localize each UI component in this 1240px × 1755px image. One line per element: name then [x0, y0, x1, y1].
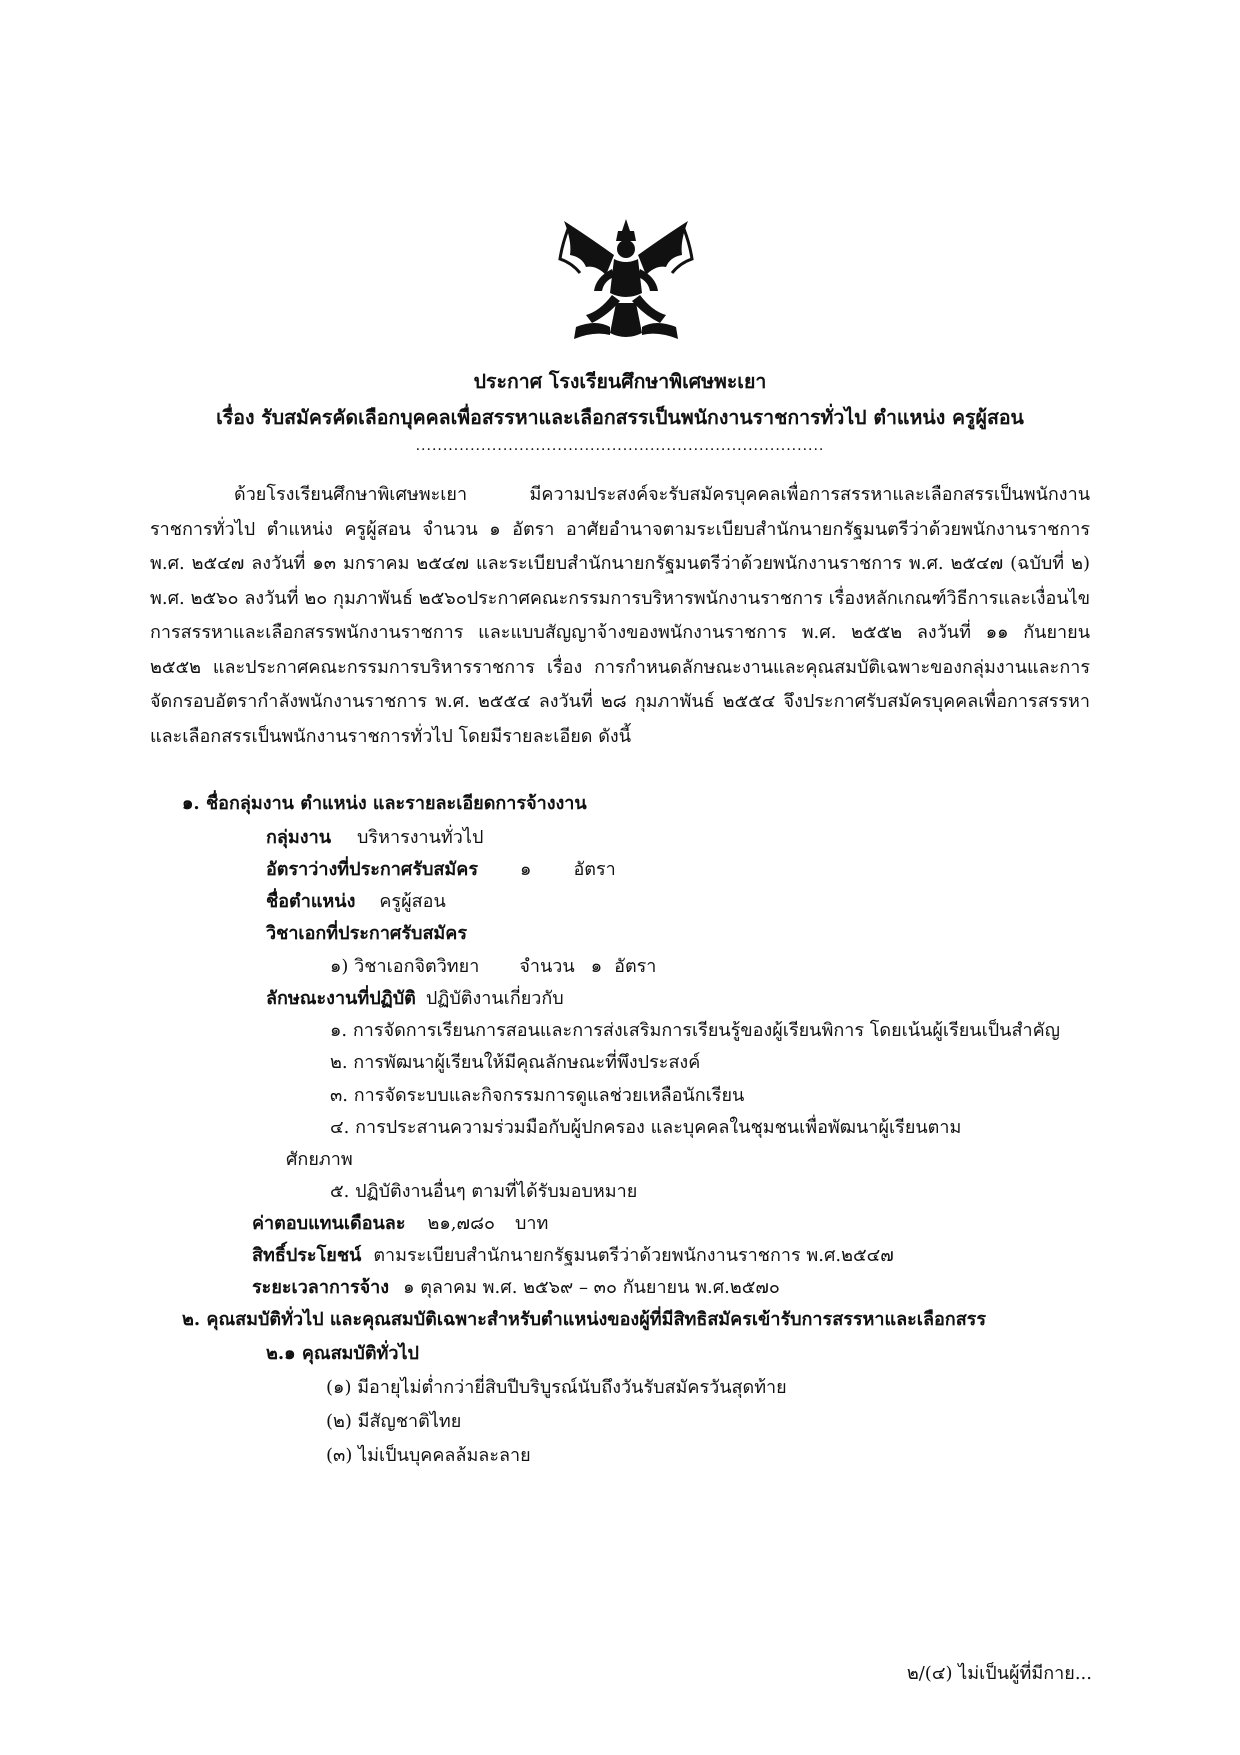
- duty-item: ๑. การจัดการเรียนการสอนและการส่งเสริมการเรียนรู้ของผู้เรียนพิการ โดยเน้นผู้เรียนเป็นสำคัญ: [330, 1020, 1060, 1041]
- vacancy-label: อัตราว่างที่ประกาศรับสมัคร: [266, 859, 478, 880]
- duty-item: ๔. การประสานความร่วมมือกับผู้ปกครอง และบุคคลในชุมชนเพื่อพัฒนาผู้เรียนตาม: [330, 1117, 962, 1138]
- position-value: ครูผู้สอน: [379, 891, 446, 912]
- period-value: ๑ ตุลาคม พ.ศ. ๒๕๖๙ – ๓๐ กันยายน พ.ศ.๒๕๗๐: [403, 1277, 780, 1298]
- intro-paragraph: [150, 478, 1090, 754]
- period-row: [252, 1272, 780, 1301]
- position-row: [266, 886, 446, 915]
- major-count: ๑: [590, 956, 603, 977]
- group-label: กลุ่มงาน: [266, 827, 331, 848]
- duty-item-continued: ศักยภาพ: [286, 1149, 353, 1170]
- qualification-item: (๒) มีสัญชาติไทย: [326, 1411, 462, 1432]
- duties-label: ลักษณะงานที่ปฏิบัติ: [266, 988, 416, 1009]
- group-row: [266, 822, 483, 851]
- intro-text: ด้วยโรงเรียนศึกษาพิเศษพะเยา มีความประสงค์จะรับสมัครบุคคลเพื่อการสรรหาและเลือกสรรเป็นพนักงานราชการทั่วไป ตำแหน่ง ครูผู้สอน จำนวน ๑ อัตรา อาศัยอำนาจตามระเบียบสำนักนายกรัฐมนตรีว่าด้วยพนักงานราชการ พ.ศ. ๒๕๔๗ ลงวันที่ ๑๓ มกราคม ๒๕๔๗ และระเบียบสำนักนายกรัฐมนตรีว่าด้วยพนักงานราชการ พ.ศ. ๒๕๔๗ (ฉบับที่ ๒) พ.ศ. ๒๕๖๐ ลงวันที่ ๒๐ กุมภาพันธ์ ๒๕๖๐ประกาศคณะกรรมการบริหารพนักงานราชการ เรื่องหลักเกณฑ์วิธีการและเงื่อนไขการสรรหาและเลือกสรรพนักงานราชการ และแบบสัญญาจ้างของพนักงานราชการ พ.ศ. ๒๕๕๒ ลงวันที่ ๑๑ กันยายน ๒๕๕๒ และประกาศคณะกรรมการบริหารราชการ เรื่อง การกำหนดลักษณะงานและคุณสมบัติเฉพาะของกลุ่มงานและการจัดกรอบอัตรากำลังพนักงานราชการ พ.ศ. ๒๕๕๔ ลงวันที่ ๒๘ กุมภาพันธ์ ๒๕๕๔ จึงประกาศรับสมัครบุคคลเพื่อการสรรหาและเลือกสรรเป็นพนักงานราชการทั่วไป โดยมีรายละเอียด ดังนี้: [150, 484, 1090, 747]
- major-unit: อัตรา: [614, 956, 657, 977]
- benefit-value: ตามระเบียบสำนักนายกรัฐมนตรีว่าด้วยพนักงานราชการ พ.ศ.๒๕๔๗: [373, 1245, 894, 1266]
- duty-item: ๓. การจัดระบบและกิจกรรมการดูแลช่วยเหลือนักเรียน: [330, 1085, 745, 1106]
- announcement-subject: เรื่อง รับสมัครคัดเลือกบุคคลเพื่อสรรหาและเลือกสรรเป็นพนักงานราชการทั่วไป ตำแหน่ง ครูผู้สอน: [216, 406, 1024, 429]
- major-count-label: จำนวน: [519, 956, 575, 977]
- salary-value: ๒๑,๗๘๐: [427, 1213, 495, 1234]
- vacancy-row: [266, 854, 616, 883]
- duties-row: [266, 983, 564, 1012]
- salary-label: ค่าตอบแทนเดือนละ: [252, 1213, 406, 1234]
- position-label: ชื่อตำแหน่ง: [266, 891, 356, 912]
- section1-heading: ๑. ชื่อกลุ่มงาน ตำแหน่ง และรายละเอียดการจ้างงาน: [182, 793, 587, 814]
- section2-subheading: ๒.๑ คุณสมบัติทั่วไป: [266, 1343, 419, 1364]
- benefit-row: [252, 1240, 894, 1269]
- salary-unit: บาท: [514, 1213, 549, 1234]
- duty-item: ๒. การพัฒนาผู้เรียนให้มีคุณลักษณะที่พึงประสงค์: [330, 1052, 701, 1073]
- major-row: [330, 951, 656, 980]
- major-label: วิชาเอกที่ประกาศรับสมัคร: [266, 923, 468, 944]
- group-value: บริหารงานทั่วไป: [357, 827, 484, 848]
- benefit-label: สิทธิ์ประโยชน์: [252, 1245, 362, 1266]
- major-item: ๑) วิชาเอกจิตวิทยา: [330, 956, 480, 977]
- announcement-title: ประกาศ โรงเรียนศึกษาพิเศษพะเยา: [473, 370, 767, 393]
- period-label: ระยะเวลาการจ้าง: [252, 1277, 390, 1298]
- title-separator: ...........................................................................: [415, 438, 825, 454]
- garuda-emblem-icon: [556, 215, 696, 347]
- vacancy-unit: อัตรา: [573, 859, 616, 880]
- salary-row: [252, 1208, 548, 1237]
- vacancy-count: ๑: [520, 859, 532, 880]
- page-continuation: ๒/(๔) ไม่เป็นผู้ที่มีกาย...: [906, 1663, 1092, 1684]
- duties-intro: ปฏิบัติงานเกี่ยวกับ: [425, 988, 564, 1009]
- section2-heading: ๒. คุณสมบัติทั่วไป และคุณสมบัติเฉพาะสำหรับตำแหน่งของผู้ที่มีสิทธิสมัครเข้ารับการสรรหาและเลือกสรร: [182, 1309, 987, 1330]
- qualification-item: (๓) ไม่เป็นบุคคลล้มละลาย: [326, 1445, 531, 1466]
- qualification-item: (๑) มีอายุไม่ต่ำกว่ายี่สิบปีบริบูรณ์นับถึงวันรับสมัครวันสุดท้าย: [326, 1377, 787, 1398]
- duty-item: ๕. ปฏิบัติงานอื่นๆ ตามที่ได้รับมอบหมาย: [330, 1181, 638, 1202]
